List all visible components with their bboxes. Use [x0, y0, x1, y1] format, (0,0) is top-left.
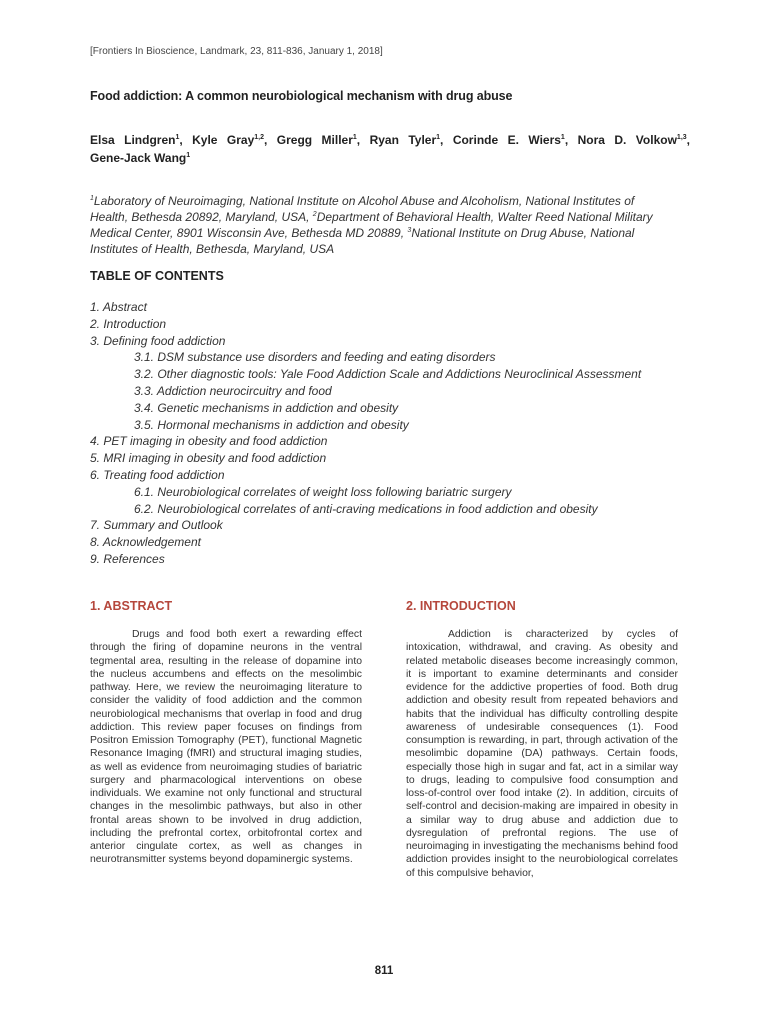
- journal-citation: [Frontiers In Bioscience, Landmark, 23, 811-836, January 1, 2018]: [90, 46, 383, 57]
- toc-item[interactable]: 2. Introduction: [90, 316, 167, 331]
- affiliations: [90, 193, 670, 257]
- introduction-paragraph: Addiction is characterized by cycles of intoxication, withdrawal, and craving. As obesity and related metabolic diseases become increasingly common, it is important to examine determinants and consider evidence for the addictive properties of food. Both drug addiction and obesity result from repeated behaviors and habits that the individual has difficulty controlling despite awareness of undesirable consequences (1). Food consumption is rewarding, in part, through activation of the mesolimbic dopamine (DA) pathways. Certain foods, especially those high in sugar and fat, act in a similar way to drugs, leading to compulsive food consumption and loss-of-control over food intake (2). In addition, circuits of self-control and decision-making are impaired in obesity in a similar way to drug abuse and addiction due to dysregulation of prefrontal regions. The use of neuroimaging in investigating the mechanisms behind food addiction provides insight to the neurobiological correlates of this compulsive behavior,: [406, 629, 678, 879]
- toc-subitem[interactable]: 3.2. Other diagnostic tools: Yale Food Addiction Scale and Addictions Neuroclinical Assessment: [134, 367, 642, 382]
- author-list-line-1: [90, 131, 690, 149]
- toc-item[interactable]: 5. MRI imaging in obesity and food addiction: [90, 451, 327, 466]
- introduction-body: [406, 628, 678, 880]
- toc-subitem[interactable]: 3.3. Addiction neurocircuitry and food: [134, 383, 332, 398]
- author-list-line-2: [90, 149, 190, 167]
- introduction-heading: 2. INTRODUCTION: [406, 599, 516, 613]
- toc-subitem[interactable]: 3.4. Genetic mechanisms in addiction and obesity: [134, 400, 399, 415]
- toc-item[interactable]: 6. Treating food addiction: [90, 467, 225, 482]
- abstract-paragraph: Drugs and food both exert a rewarding effect through the firing of dopamine neurons in the ventral tegmental area, resulting in the release of dopamine into the nucleus accumbens and effects on the mesolimbic pathway. Here, we review the neuroimaging literature to consider the validity of food addiction and the common neurobiological mechanisms that overlap in food and drug addiction. This review paper focuses on findings from Positron Emission Tomography (PET), functional Magnetic Resonance Imaging (fMRI) and structural imaging studies, as well as evidence from neuroimaging studies of bariatric surgery and pharmacological interventions on obese individuals. We examine not only functional and structural changes in the mesolimbic pathways, but also in other frontal areas shown to be involved in drug addiction, including the prefrontal cortex, orbitofrontal cortex and anterior cingulate cortex, as well as changes in neurotransmitter systems beyond dopaminergic systems.: [90, 629, 362, 866]
- author: Elsa Lindgren$^1$,: [90, 133, 193, 147]
- table-of-contents: [90, 299, 710, 568]
- affiliation: $^3$National Institute on Drug Abuse, National Institutes of Health, Bethesda, Maryland, USA: [90, 226, 635, 256]
- toc-item[interactable]: 9. References: [90, 551, 165, 566]
- toc-subitem[interactable]: 6.1. Neurobiological correlates of weight loss following bariatric surgery: [134, 484, 512, 499]
- abstract-heading: 1. ABSTRACT: [90, 599, 173, 613]
- toc-item[interactable]: 1. Abstract: [90, 300, 147, 314]
- toc-item[interactable]: 3. Defining food addiction: [90, 333, 226, 348]
- toc-subitem[interactable]: 3.1. DSM substance use disorders and feeding and eating disorders: [134, 350, 496, 365]
- toc-subitem[interactable]: 3.5. Hormonal mechanisms in addiction and obesity: [134, 417, 409, 432]
- author: Ryan Tyler$^1$,: [369, 133, 453, 147]
- toc-heading: TABLE OF CONTENTS: [90, 269, 224, 283]
- paper-title: Food addiction: A common neurobiological mechanism with drug abuse: [90, 89, 513, 103]
- toc-item[interactable]: 4. PET imaging in obesity and food addiction: [90, 434, 328, 449]
- toc-subitem[interactable]: 6.2. Neurobiological correlates of anti-craving medications in food addiction and obesity: [134, 501, 598, 516]
- affiliation: $^1$Laboratory of Neuroimaging, National Institute on Alcohol Abuse and Alcoholism, National Institutes of Health, Bethesda 20892, Maryland, USA,: [90, 194, 635, 224]
- author: Nora D. Volkow$^{1,3}$,: [577, 133, 690, 147]
- author: Gene-Jack Wang$^1$: [90, 151, 191, 165]
- affiliation: $^2$Department of Behavioral Health, Walter Reed National Military Medical Center, 8901 Wisconsin Ave, Bethesda MD 20889,: [90, 210, 653, 240]
- toc-item[interactable]: 8. Acknowledgement: [90, 535, 201, 550]
- page-number: 811: [374, 965, 394, 977]
- author: Kyle Gray$^{1,2}$,: [192, 133, 277, 147]
- author: Gregg Miller$^1$,: [276, 133, 370, 147]
- toc-item[interactable]: 7. Summary and Outlook: [90, 518, 223, 533]
- abstract-body: [90, 628, 362, 867]
- author: Corinde E. Wiers$^1$,: [452, 133, 578, 147]
